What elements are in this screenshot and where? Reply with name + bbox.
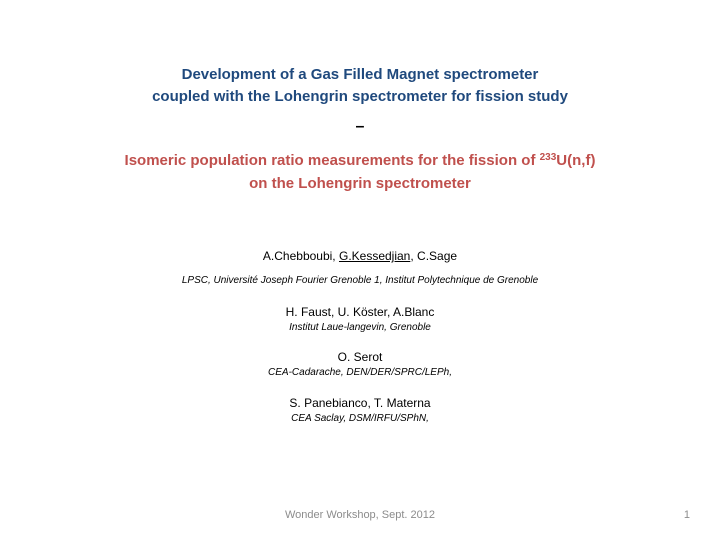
author-group-1-names bbox=[0, 249, 720, 263]
author-group-2-affiliation: Institut Laue-langevin, Grenoble bbox=[289, 322, 431, 333]
author-sage: , C.Sage bbox=[410, 249, 458, 263]
isotope-reaction: U(n,f) bbox=[556, 152, 596, 169]
author-group-3-names: O. Serot bbox=[337, 350, 383, 364]
title-line-2: coupled with the Lohengrin spectrometer for fission study bbox=[152, 88, 568, 105]
author-group-3-affiliation: CEA-Cadarache, DEN/DER/SPRC/LEPh, bbox=[268, 367, 452, 378]
slide-subtitle bbox=[0, 149, 720, 195]
slide-title bbox=[0, 64, 720, 108]
author-chebboubi: A.Chebboubi, bbox=[262, 249, 339, 263]
subtitle-line-2: on the Lohengrin spectrometer bbox=[249, 175, 471, 192]
author-group-1-affiliation: LPSC, Université Joseph Fourier Grenoble 1, Institut Polytechnique de Grenoble bbox=[181, 275, 539, 286]
subtitle-line-1-text: Isomeric population ratio measurements for the fission of bbox=[124, 152, 540, 169]
title-line-1: Development of a Gas Filled Magnet spectrometer bbox=[181, 66, 539, 83]
subtitle-line-1 bbox=[0, 149, 720, 172]
author-group-4-affiliation: CEA Saclay, DSM/IRFU/SPhN, bbox=[291, 413, 429, 424]
title-separator: – bbox=[355, 118, 365, 135]
author-group-2-names: H. Faust, U. Köster, A.Blanc bbox=[285, 305, 435, 319]
page-number: 1 bbox=[683, 509, 690, 521]
footer-text: Wonder Workshop, Sept. 2012 bbox=[284, 509, 435, 521]
author-group-4-names: S. Panebianco, T. Materna bbox=[289, 396, 431, 410]
author-kessedjian-presenter: G.Kessedjian bbox=[338, 249, 411, 263]
isotope-mass-number: 233 bbox=[539, 152, 557, 163]
